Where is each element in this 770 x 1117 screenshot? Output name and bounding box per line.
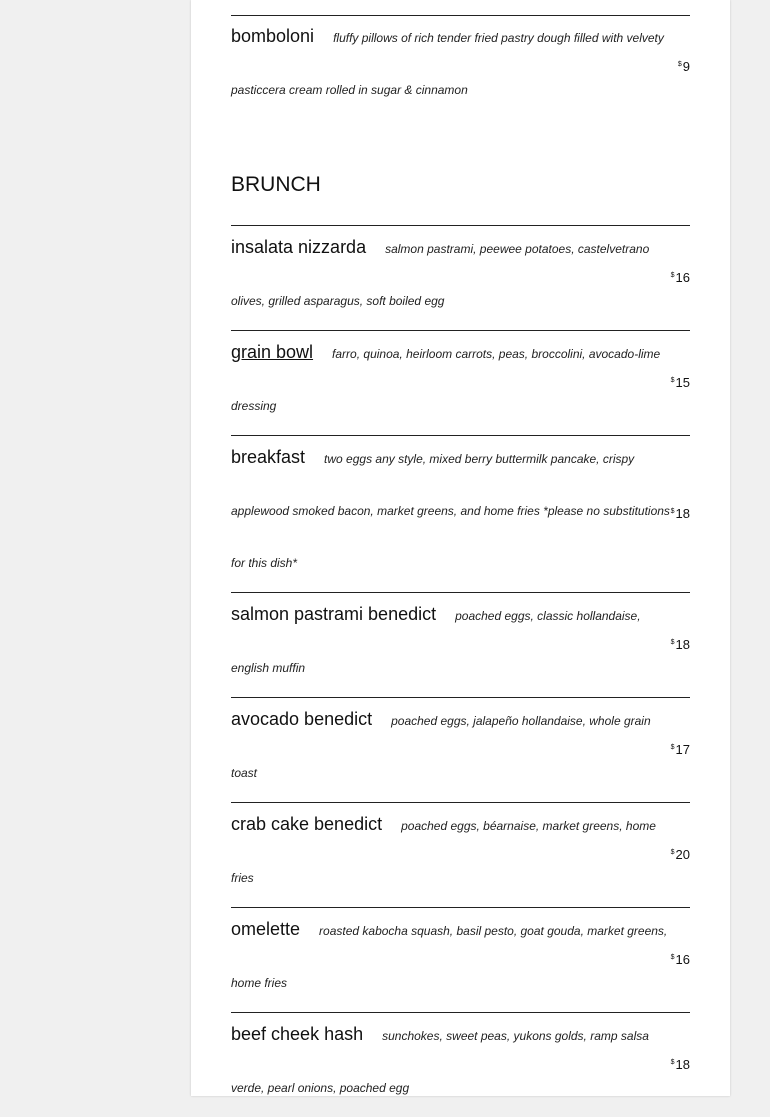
item-description: sunchokes, sweet peas, yukons golds, ramp salsa verde, pearl onions, poached egg <box>231 1029 649 1095</box>
menu-item-salmon-pastrami-benedict <box>231 593 690 697</box>
menu-item-omelette <box>231 908 690 1012</box>
currency-symbol: $ <box>670 272 675 279</box>
item-price <box>671 1057 690 1072</box>
item-name: beef cheek hash <box>231 1024 364 1044</box>
item-description: fluffy pillows of rich tender fried pastry dough filled with velvety pasticcera cream rolled in sugar & cinnamon <box>231 31 664 97</box>
price-value: 20 <box>675 847 690 862</box>
item-price <box>671 270 690 285</box>
menu-item-beef-cheek-hash <box>231 1013 690 1117</box>
item-price <box>671 506 690 521</box>
price-value: 18 <box>675 637 690 652</box>
currency-symbol: $ <box>670 744 675 751</box>
item-description: poached eggs, classic hollandaise, english muffin <box>231 609 641 675</box>
menu-item-bomboloni <box>231 15 690 116</box>
item-price <box>671 847 690 862</box>
item-price <box>671 952 690 967</box>
item-name: omelette <box>231 919 301 939</box>
price-value: 16 <box>675 270 690 285</box>
price-value: 17 <box>675 742 690 757</box>
menu-item-breakfast <box>231 436 690 592</box>
item-name: avocado benedict <box>231 709 373 729</box>
item-name: insalata nizzarda <box>231 237 367 257</box>
item-description: roasted kabocha squash, basil pesto, goat gouda, market greens, home fries <box>231 924 668 990</box>
menu-item-avocado-benedict <box>231 698 690 802</box>
price-value: 18 <box>675 1057 690 1072</box>
section-title-brunch: BRUNCH <box>231 173 321 196</box>
price-value: 15 <box>675 375 690 390</box>
menu-item-insalata-nizzarda <box>231 226 690 330</box>
currency-symbol: $ <box>677 61 682 68</box>
item-name: crab cake benedict <box>231 814 383 834</box>
item-description: two eggs any style, mixed berry buttermilk pancake, crispy applewood smoked bacon, market greens, and home fries *please no substitutions for this dish* <box>231 452 670 570</box>
item-price <box>671 375 690 390</box>
currency-symbol: $ <box>670 1059 675 1066</box>
item-name: salmon pastrami benedict <box>231 604 437 624</box>
item-description: salmon pastrami, peewee potatoes, castelvetrano olives, grilled asparagus, soft boiled egg <box>231 242 650 308</box>
price-value: 9 <box>682 59 690 74</box>
item-price <box>671 637 690 652</box>
currency-symbol: $ <box>670 639 675 646</box>
item-description: poached eggs, béarnaise, market greens, home fries <box>231 819 656 885</box>
item-name: bomboloni <box>231 26 315 46</box>
currency-symbol: $ <box>670 508 675 515</box>
menu-item-crab-cake-benedict <box>231 803 690 907</box>
menu-panel <box>191 0 730 1096</box>
item-name-link[interactable]: grain bowl <box>231 342 314 362</box>
currency-symbol: $ <box>670 954 675 961</box>
item-price <box>678 59 690 74</box>
item-name: breakfast <box>231 447 306 467</box>
price-value: 16 <box>675 952 690 967</box>
item-description: farro, quinoa, heirloom carrots, peas, broccolini, avocado-lime dressing <box>231 347 661 413</box>
currency-symbol: $ <box>670 377 675 384</box>
brunch-items-list <box>231 225 690 1117</box>
menu-item-grain-bowl <box>231 331 690 435</box>
price-value: 18 <box>675 506 690 521</box>
currency-symbol: $ <box>670 849 675 856</box>
item-price <box>671 742 690 757</box>
item-description: poached eggs, jalapeño hollandaise, whole grain toast <box>231 714 651 780</box>
